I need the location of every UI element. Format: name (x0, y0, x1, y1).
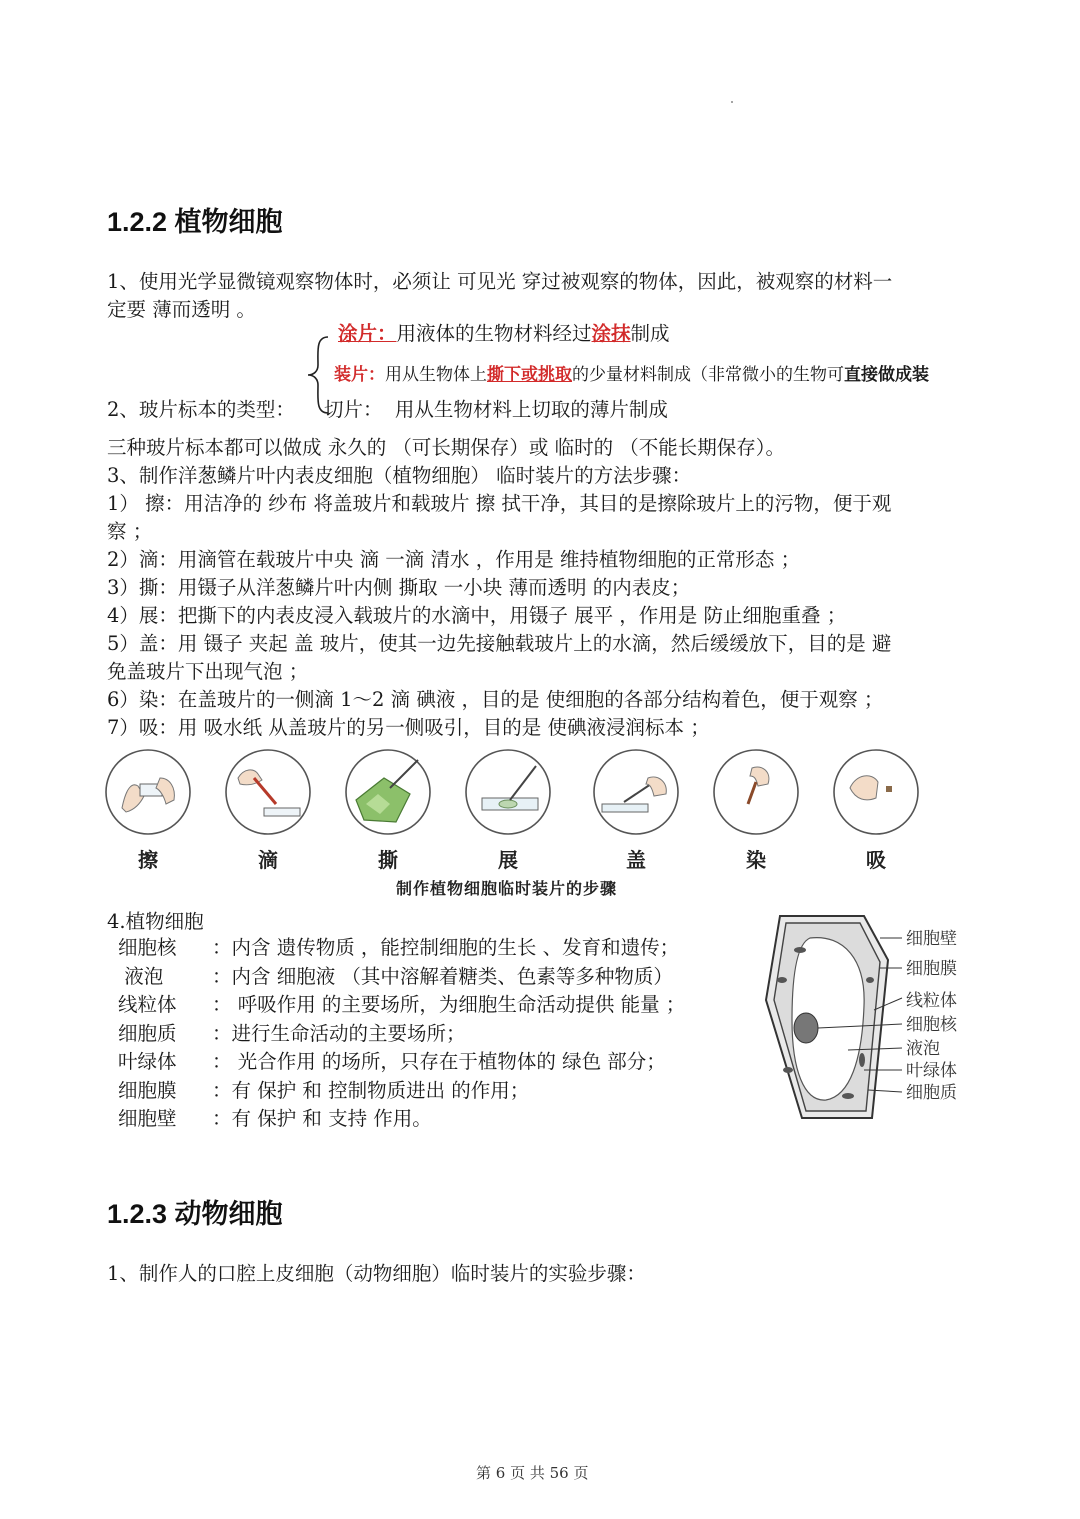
smear-key: 涂抹 (591, 322, 631, 345)
organelle-row (118, 1077, 685, 1106)
mount-line (334, 360, 929, 385)
organelle-desc: ： 呼吸作用 的主要场所，为细胞生命活动提供 能量 ； (212, 993, 686, 1016)
slide-types-question: 2、玻片标本的类型： (107, 398, 295, 421)
figure-step-label: 滴 (258, 850, 278, 872)
step-1-line-b: 察 ； (107, 520, 153, 543)
organelle-name: 细胞质 (118, 1021, 177, 1045)
figure-step-label: 盖 (626, 850, 646, 872)
mitochondrion (777, 977, 787, 983)
figure-step-label: 展 (498, 850, 518, 872)
animal-cell-line-1: 1、制作人的口腔上皮细胞（动物细胞）临时装片的实验步骤： (107, 1262, 646, 1285)
diagram-label: 叶绿体 (906, 1061, 957, 1081)
section-title-1-2-3: 1.2.3 动物细胞 (107, 1199, 283, 1229)
stray-dot (731, 101, 733, 103)
organelle-desc: ： 光合作用 的场所，只存在于植物体的 绿色 部分； (212, 1050, 666, 1073)
step-1-line-a: 1） 擦：用洁净的 纱布 将盖玻片和载玻片 擦 拭干净，其目的是擦除玻片上的污物，便于观 (107, 492, 892, 515)
mount-bold: 直接做成装 (844, 365, 929, 384)
diagram-label: 细胞壁 (906, 929, 957, 949)
chloroplast (859, 1053, 865, 1067)
mount-text: 用从生物体上 (385, 365, 487, 385)
organelle-desc: ：有 保护 和 控制物质进出 的作用； (212, 1078, 530, 1102)
step-6: 6）染：在盖玻片的一侧滴 1～2 滴 碘液 ，目的是 使细胞的各部分结构着色，便于观察 ； (107, 688, 884, 711)
dropper-illustration-icon (224, 748, 312, 836)
mount-label: 装片： (334, 365, 385, 385)
step-5-line-b: 免盖玻片下出现气泡 ； (107, 660, 309, 683)
organelle-name: 线粒体 (118, 993, 177, 1016)
mount-text-2: 的少量材料制成（非常微小的生物可 (572, 365, 844, 385)
organelle-desc: ：内含 遗传物质 ，能控制细胞的生长 、发育和遗传； (212, 936, 680, 959)
figure-step-wipe (104, 748, 192, 873)
figure-step-absorb (832, 748, 920, 873)
section-title-1-2-2: 1.2.2 植物细胞 (107, 207, 283, 237)
page-footer: 第 6 页 共 56 页 (476, 1464, 589, 1482)
organelle-row (118, 1020, 685, 1049)
organelle-row (118, 934, 685, 963)
figure-step-drop (224, 748, 312, 873)
figure-step-cover (592, 748, 680, 873)
organelle-name: 细胞膜 (118, 1078, 177, 1102)
smear-text-end: 制成 (630, 322, 670, 345)
diagram-label: 细胞膜 (906, 959, 957, 979)
chloroplast (842, 1093, 854, 1099)
para-1-line-1: 1、使用光学显微镜观察物体时，必须让 可见光 穿过被观察的物体，因此，被观察的材料一 (107, 270, 893, 293)
figure-step-label: 吸 (866, 850, 886, 872)
organelle-name: 细胞壁 (118, 1107, 177, 1130)
organelle-desc: ：内含 细胞液 （其中溶解着糖类、色素等多种物质） (212, 964, 673, 988)
spread-illustration-icon (464, 748, 552, 836)
step-3: 3）撕：用镊子从洋葱鳞片叶内侧 撕取 一小块 薄而透明 的内表皮； (107, 576, 691, 599)
organelle-desc: ：进行生命活动的主要场所； (212, 1021, 466, 1045)
figure-step-tear (344, 748, 432, 873)
figure-step-stain (712, 748, 800, 873)
step-5-line-a: 5）盖：用 镊子 夹起 盖 玻片，使其一边先接触载玻片上的水滴，然后缓缓放下，目的是 避 (107, 632, 892, 655)
organelle-row (118, 963, 685, 992)
section-label: 切片： (324, 398, 383, 421)
slide-types-summary: 三种玻片标本都可以做成 永久的 （可长期保存）或 临时的 （不能长期保存）。 (107, 436, 786, 459)
diagram-label: 细胞质 (906, 1083, 957, 1103)
plant-cell-heading: 4.植物细胞 (107, 910, 204, 933)
tear-illustration-icon (344, 748, 432, 836)
figure-step-spread (464, 748, 552, 873)
chloroplast (794, 947, 806, 953)
section-line (324, 396, 668, 424)
figure-caption: 制作植物细胞临时装片的步骤 (396, 879, 618, 898)
smear-text: 用液体的生物材料经过 (396, 322, 592, 345)
smear-line (338, 320, 670, 348)
stain-illustration-icon (712, 748, 800, 836)
organelle-row (118, 1105, 685, 1134)
organelle-list (118, 934, 685, 1134)
figure-step-label: 染 (746, 850, 766, 872)
step-2: 2）滴：用滴管在载玻片中央 滴 一滴 清水 ，作用是 维持植物细胞的正常形态 ； (107, 548, 801, 571)
organelle-desc: ：有 保护 和 支持 作用。 (212, 1107, 432, 1130)
step-4: 4）展：把撕下的内表皮浸入载玻片的水滴中，用镊子 展平 ，作用是 防止细胞重叠 ； (107, 604, 847, 627)
diagram-label: 细胞核 (906, 1015, 957, 1035)
mount-key: 撕下或挑取 (487, 365, 572, 385)
cover-illustration-icon (592, 748, 680, 836)
figure-step-label: 擦 (138, 850, 158, 872)
absorb-illustration-icon (832, 748, 920, 836)
organelle-row (118, 991, 685, 1020)
step-7: 7）吸：用 吸水纸 从盖玻片的另一侧吸引，目的是 使碘液浸润标本 ； (107, 716, 710, 739)
organelle-row (118, 1048, 685, 1077)
mitochondrion (783, 1067, 793, 1073)
diagram-label: 液泡 (906, 1039, 940, 1059)
figure-step-label: 撕 (378, 850, 398, 872)
organelle-name: 细胞核 (118, 936, 177, 959)
plant-cell-diagram (752, 910, 972, 1128)
wipe-illustration-icon (104, 748, 192, 836)
section-text: 用从生物材料上切取的薄片制成 (394, 398, 668, 421)
steps-intro: 3、制作洋葱鳞片叶内表皮细胞（植物细胞） 临时装片的方法步骤： (107, 464, 692, 487)
organelle-name: 叶绿体 (118, 1050, 177, 1073)
nucleus (794, 1013, 818, 1043)
diagram-label: 线粒体 (906, 991, 957, 1011)
organelle-name: 液泡 (118, 964, 170, 988)
para-1-line-2: 定要 薄而透明 。 (107, 298, 256, 321)
smear-label: 涂片： (338, 322, 397, 345)
mitochondrion (866, 977, 874, 983)
